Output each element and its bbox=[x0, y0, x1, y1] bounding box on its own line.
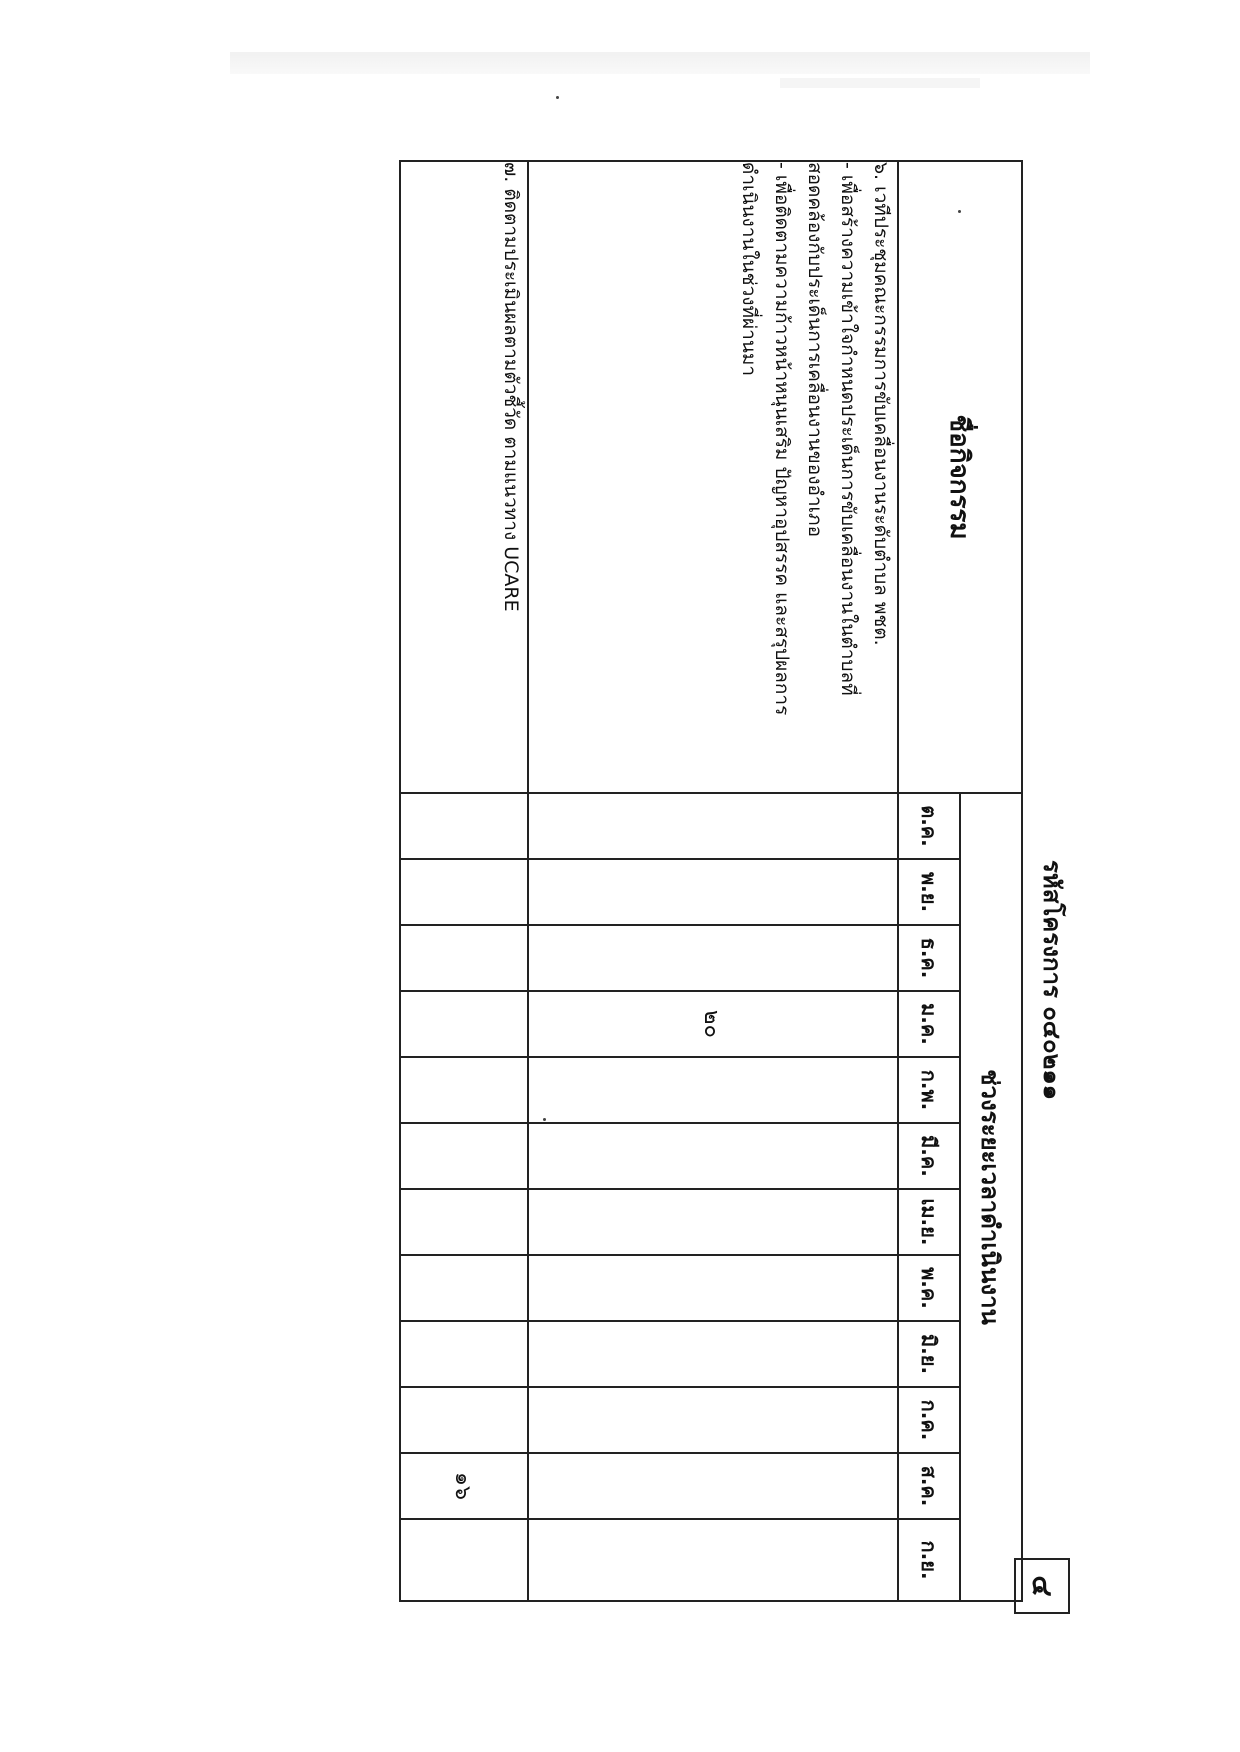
month-cell bbox=[528, 1387, 898, 1453]
month-header: ธ.ค. bbox=[898, 925, 960, 991]
month-cell bbox=[400, 1123, 528, 1189]
month-cell bbox=[528, 1057, 898, 1123]
period-header: ช่วงระยะเวลาดำเนินงาน bbox=[960, 793, 1022, 1601]
month-cell bbox=[400, 991, 528, 1057]
month-cell: ๑๖ bbox=[400, 1453, 528, 1519]
activity-schedule-table bbox=[399, 160, 1023, 1602]
month-cell bbox=[400, 925, 528, 991]
activity-line: ดำเนินงานในช่วงที่ผ่านมา bbox=[738, 162, 760, 377]
month-header: มิ.ย. bbox=[898, 1321, 960, 1387]
month-header: มี.ค. bbox=[898, 1123, 960, 1189]
month-cell bbox=[400, 1255, 528, 1321]
month-cell bbox=[528, 1255, 898, 1321]
activity-header: ชื่อกิจกรรม bbox=[898, 161, 1022, 793]
month-cell bbox=[528, 925, 898, 991]
month-cell bbox=[400, 1189, 528, 1255]
project-code: รหัสโครงการ ๐๔๐๒๑๑ bbox=[1038, 860, 1066, 1100]
month-cell: ๒๐ bbox=[528, 991, 898, 1057]
month-cell bbox=[528, 1189, 898, 1255]
month-header: พ.ค. bbox=[898, 1255, 960, 1321]
month-header: พ.ย. bbox=[898, 859, 960, 925]
month-cell bbox=[400, 793, 528, 859]
month-cell bbox=[528, 1519, 898, 1601]
month-header: ส.ค. bbox=[898, 1453, 960, 1519]
month-header: ก.ย. bbox=[898, 1519, 960, 1601]
activity-line: - เพื่อติดตามความก้าวหน้าหนุนเสริม ปัญหาอุปสรรค และสรุปผลการ bbox=[771, 162, 793, 716]
month-header: เม.ย. bbox=[898, 1189, 960, 1255]
month-cell bbox=[528, 859, 898, 925]
table-row bbox=[528, 161, 898, 1601]
activity-line: ๖. เวทีประชุมคณะกรรมการขับเคลื่อนงานระดับตำบล พชต. bbox=[870, 162, 892, 646]
month-cell bbox=[400, 859, 528, 925]
page-number: ๔ bbox=[1014, 1558, 1070, 1614]
month-cell bbox=[528, 1321, 898, 1387]
activity-cell bbox=[528, 161, 898, 793]
activity-line: - เพื่อสร้างความเข้าใจกำหนดประเด็นการขับเคลื่อนงานในตำบลที่ bbox=[837, 162, 859, 696]
month-cell bbox=[400, 1321, 528, 1387]
month-cell bbox=[528, 1453, 898, 1519]
month-cell bbox=[528, 793, 898, 859]
activity-line: ๗. ติดตามประเมินผลตามตัวชี้วัด ตามแนวทาง UCARE bbox=[500, 162, 522, 612]
month-header: ต.ค. bbox=[898, 793, 960, 859]
activity-line: สอดคล้องกับประเด็นการเคลื่อนงานของอำเภอ bbox=[804, 162, 826, 537]
table-row bbox=[400, 161, 528, 1601]
month-header: ม.ค. bbox=[898, 991, 960, 1057]
activity-cell bbox=[400, 161, 528, 793]
month-cell bbox=[400, 1387, 528, 1453]
month-cell bbox=[400, 1519, 528, 1601]
month-cell bbox=[400, 1057, 528, 1123]
month-header: ก.ค. bbox=[898, 1387, 960, 1453]
month-cell bbox=[528, 1123, 898, 1189]
month-header: ก.พ. bbox=[898, 1057, 960, 1123]
